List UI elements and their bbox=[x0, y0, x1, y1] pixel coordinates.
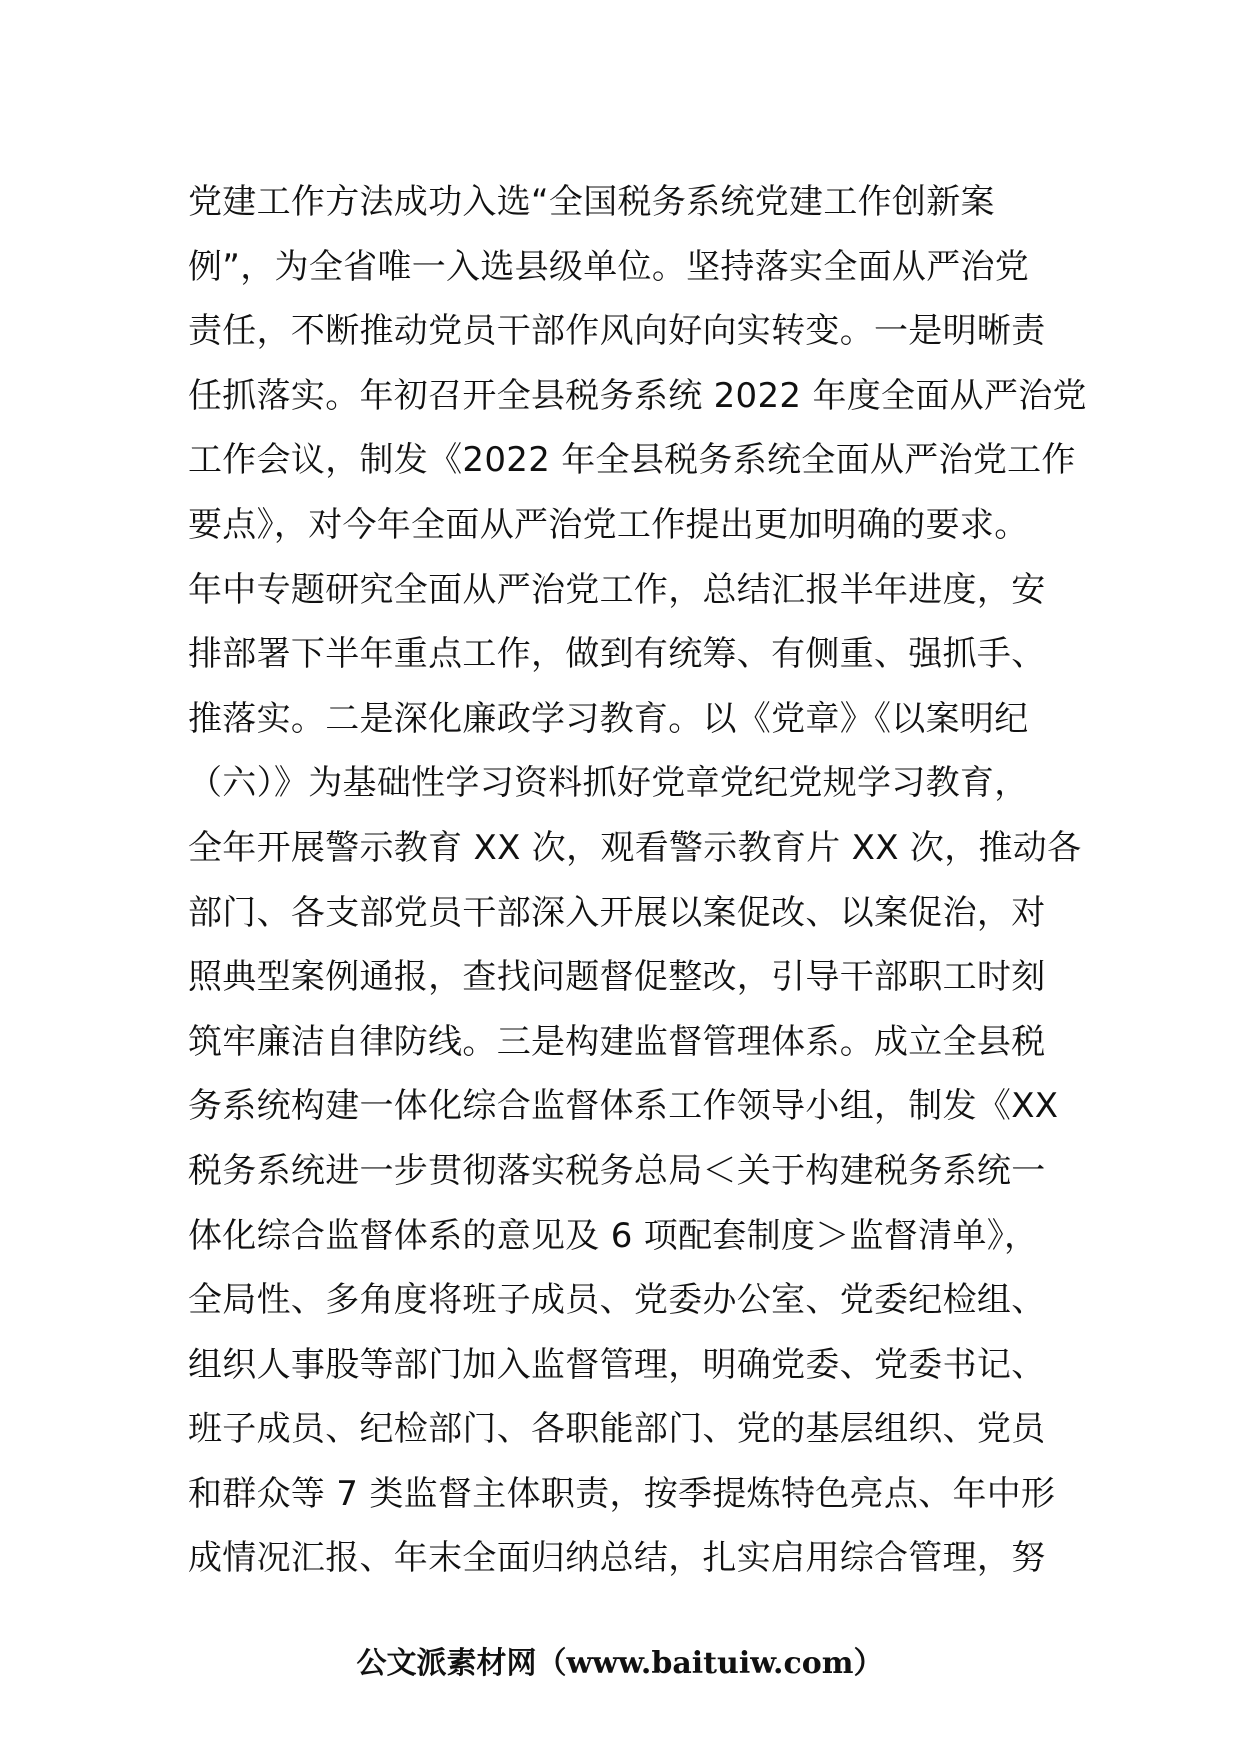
text-line: 工作会议，制发《2022 年全县税务系统全面从严治党工作 bbox=[188, 440, 1076, 481]
text-line: 推落实。二是深化廉政学习教育。以《党章》《以案明纪 bbox=[188, 698, 1029, 739]
text-line: 党建工作方法成功入选“全国税务系统党建工作创新案 bbox=[188, 182, 995, 222]
text-line: 班子成员、纪检部门、各职能部门、党的基层组织、党员 bbox=[188, 1409, 1046, 1450]
footer-watermark-text: 公文派素材网（www.baituiw.com） bbox=[356, 1646, 884, 1681]
text-line: 要点》，对今年全面从严治党工作提出更加明确的要求。 bbox=[188, 504, 1029, 545]
text-line: 照典型案例通报，查找问题督促整改，引导干部职工时刻 bbox=[188, 957, 1046, 998]
text-line: 组织人事股等部门加入监督管理，明确党委、党委书记、 bbox=[188, 1344, 1046, 1385]
text-line: 任抓落实。年初召开全县税务系统 2022 年度全面从严治党 bbox=[188, 375, 1087, 416]
text-line: 税务系统进一步贯彻落实税务总局＜关于构建税务系统一 bbox=[188, 1150, 1046, 1191]
text-line: 全局性、多角度将班子成员、党委办公室、党委纪检组、 bbox=[188, 1280, 1046, 1321]
text-line: 排部署下半年重点工作，做到有统筹、有侧重、强抓手、 bbox=[188, 634, 1046, 675]
text-line: 例”，为全省唯一入选县级单位。坚持落实全面从严治党 bbox=[188, 246, 1030, 287]
body-paragraph bbox=[188, 170, 1087, 1591]
text-line: 部门、各支部党员干部深入开展以案促改、以案促治，对 bbox=[188, 892, 1046, 933]
text-line: 年中专题研究全面从严治党工作，总结汇报半年进度，安 bbox=[188, 569, 1046, 610]
text-line: 全年开展警示教育 XX 次，观看警示教育片 XX 次，推动各 bbox=[188, 827, 1082, 868]
text-line: 体化综合监督体系的意见及 6 项配套制度＞监督清单》， bbox=[188, 1215, 1039, 1256]
text-line: 成情况汇报、年末全面归纳总结，扎实启用综合管理，努 bbox=[188, 1538, 1046, 1579]
text-line: 和群众等 7 类监督主体职责，按季提炼特色亮点、年中形 bbox=[188, 1473, 1056, 1514]
text-line: 筑牢廉洁自律防线。三是构建监督管理体系。成立全县税 bbox=[188, 1021, 1046, 1062]
text-line: 务系统构建一体化综合监督体系工作领导小组，制发《XX bbox=[188, 1086, 1059, 1127]
text-line: （六）》为基础性学习资料抓好党章党纪党规学习教育， bbox=[188, 763, 1029, 804]
text-line: 责任，不断推动党员干部作风向好向实转变。一是明晰责 bbox=[188, 311, 1046, 352]
